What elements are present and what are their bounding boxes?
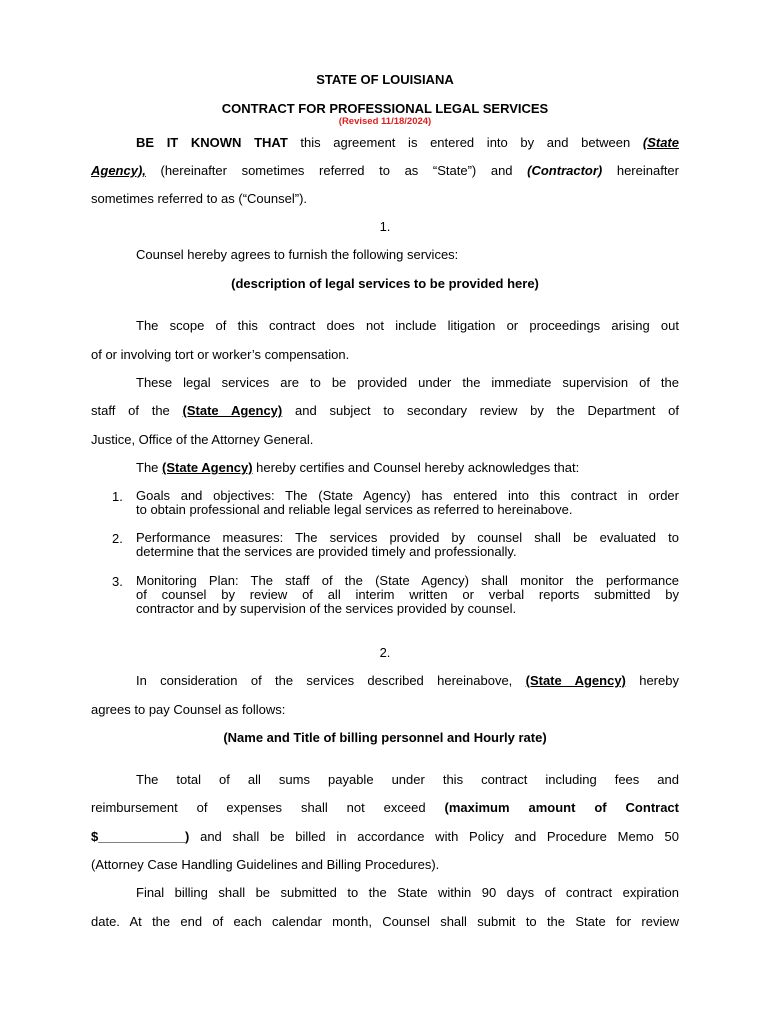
section-1-description: (description of legal services to be provided here): [231, 276, 539, 291]
list-item-line: Monitoring Plan: The staff of the (State Agency) shall monitor the performance: [136, 573, 679, 588]
intro-line-1: [136, 135, 679, 150]
list-item-body: [136, 574, 679, 616]
list-item-line: Performance measures: The services provided by counsel shall be evaluated to: [136, 530, 679, 545]
consideration-pre: In consideration of the services described hereinabove,: [136, 673, 526, 688]
list-item-number: 3.: [112, 574, 123, 589]
list-item-number: 2.: [112, 531, 123, 546]
revised-date: (Revised 11/18/2024): [338, 116, 432, 127]
intro-text-2: (hereinafter sometimes referred to as “State”) and: [145, 163, 528, 178]
section-1-number: 1.: [379, 219, 391, 234]
certifies-post: hereby certifies and Counsel hereby acknowledges that:: [252, 460, 580, 475]
list-item-body: [136, 489, 679, 517]
intro-contractor: (Contractor): [527, 163, 603, 178]
supervision-pre: staff of the: [91, 403, 183, 418]
consideration-line-2: agrees to pay Counsel as follows:: [91, 702, 286, 717]
consideration-line-1: [136, 673, 679, 688]
certifies-agency: (State Agency): [162, 460, 253, 475]
total-line-1: The total of all sums payable under this contract including fees and: [136, 772, 679, 787]
list-item-line: contractor and by supervision of the services provided by counsel.: [136, 601, 517, 616]
consideration-post: hereby: [625, 673, 679, 688]
intro-state-agency-2: Agency),: [91, 163, 146, 178]
list-item-body: [136, 531, 679, 559]
total-line-2-bold: (maximum amount of Contract: [444, 800, 679, 815]
total-line-2: [91, 800, 679, 815]
billing-personnel: (Name and Title of billing personnel and Hourly rate): [223, 730, 547, 745]
certifies-line: [136, 460, 679, 475]
list-item-line: Goals and objectives: The (State Agency) has entered into this contract in order: [136, 488, 679, 503]
list-item-line: of counsel by review of all interim written or verbal reports submitted by: [136, 587, 679, 602]
intro-line-2: [91, 163, 679, 178]
total-line-3-post: and shall be billed in accordance with Policy and Procedure Memo 50: [189, 829, 679, 844]
total-line-2-pre: reimbursement of expenses shall not exceed: [91, 800, 445, 815]
supervision-agency: (State Agency): [182, 403, 283, 418]
total-line-3: [91, 829, 679, 844]
scope-line-2: of or involving tort or worker’s compensation.: [91, 347, 350, 362]
intro-lead: BE IT KNOWN THAT: [136, 135, 288, 150]
section-2-number: 2.: [379, 645, 391, 660]
list-item: [0, 531, 770, 561]
intro-text-1: this agreement is entered into by and between: [287, 135, 643, 150]
list-item-line: to obtain professional and reliable legal services as referred to hereinabove.: [136, 502, 573, 517]
total-line-4: (Attorney Case Handling Guidelines and Billing Procedures).: [91, 857, 440, 872]
supervision-line-3: Justice, Office of the Attorney General.: [91, 432, 314, 447]
final-line-2: date. At the end of each calendar month, Counsel shall submit to the State for review: [91, 914, 679, 929]
contract-title: CONTRACT FOR PROFESSIONAL LEGAL SERVICES: [221, 101, 549, 116]
supervision-line-2: [91, 403, 679, 418]
intro-text-3: hereinafter: [602, 163, 679, 178]
list-item: [0, 574, 770, 618]
section-1-agrees: Counsel hereby agrees to furnish the following services:: [136, 247, 459, 262]
certifies-pre: The: [136, 460, 163, 475]
consideration-agency: (State Agency): [525, 673, 626, 688]
list-item: [0, 489, 770, 519]
final-line-1: Final billing shall be submitted to the State within 90 days of contract expiration: [136, 885, 679, 900]
list-item-line: determine that the services are provided timely and professionally.: [136, 544, 517, 559]
supervision-post: and subject to secondary review by the Department of: [282, 403, 679, 418]
state-heading: STATE OF LOUISIANA: [316, 72, 454, 87]
intro-line-3: sometimes referred to as (“Counsel”).: [91, 191, 308, 206]
list-item-number: 1.: [112, 489, 123, 504]
supervision-line-1: These legal services are to be provided under the immediate supervision of the: [136, 375, 679, 390]
intro-state-agency-1: (State: [642, 135, 679, 150]
scope-line-1: The scope of this contract does not include litigation or proceedings arising out: [136, 318, 679, 333]
total-amount-blank: $____________): [91, 829, 190, 844]
